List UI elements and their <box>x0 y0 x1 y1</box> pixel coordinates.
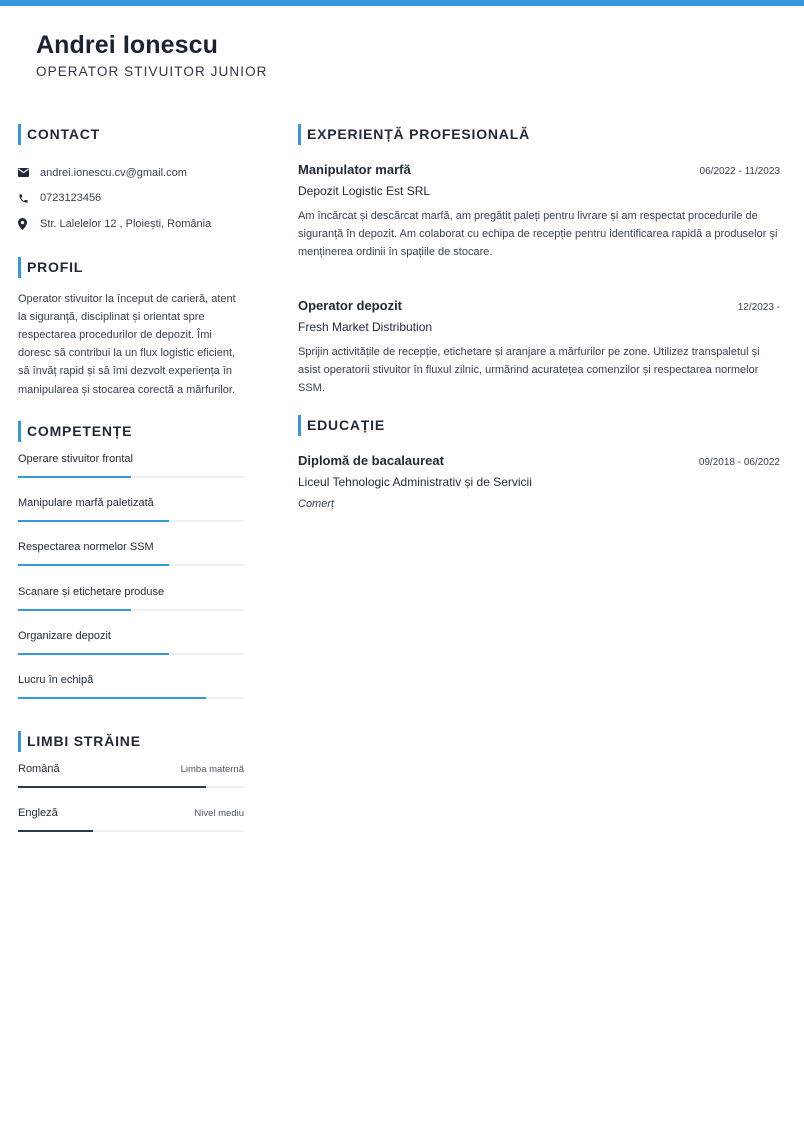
skill-bar-track <box>18 653 244 655</box>
skill-item <box>18 578 244 622</box>
right-column <box>298 124 780 510</box>
language-label: Română <box>18 762 60 775</box>
section-heading-skills: COMPETENȚE <box>18 421 244 442</box>
skills-section <box>18 421 244 711</box>
education-section <box>298 415 780 510</box>
skill-bar-fill <box>18 564 169 566</box>
contact-address <box>18 211 244 237</box>
school-name: Liceul Tehnologic Administrativ și de Servicii <box>298 475 532 490</box>
degree-title: Diplomă de bacalaureat <box>298 453 444 469</box>
cv-header <box>36 30 268 79</box>
section-heading-education: EDUCAȚIE <box>298 415 780 436</box>
language-bar-fill <box>18 830 93 832</box>
language-level: Nivel mediu <box>194 807 244 819</box>
skill-label: Lucru în echipă <box>18 674 94 687</box>
experience-section <box>298 124 780 397</box>
job-description: Sprijin activitățile de recepție, etichetare și aranjare a mărfurilor pe zone. Utilizez transpaletul și asist operatorii stivuitor în fluxul zilnic, urmărind acuratețea comenzilor și respectarea normelor SSM. <box>298 345 760 395</box>
skill-bar-fill <box>18 520 169 522</box>
job-description: Am încărcat și descărcat marfă, am pregătit paleți pentru livrare și am respectat procedurile de siguranță în depozit. Am colaborat cu echipa de recepție pentru identificarea rapidă a produselor și menținerea ordinii în spațiile de stocare. <box>298 210 778 259</box>
job-title: Manipulator marfă <box>298 162 411 177</box>
skill-label: Operare stivuitor frontal <box>18 452 133 465</box>
skill-bar-track <box>18 564 244 566</box>
skill-bar-track <box>18 520 244 522</box>
language-bar-track <box>18 786 244 788</box>
candidate-name: Andrei Ionescu <box>36 31 218 59</box>
language-item <box>18 755 244 799</box>
languages-section <box>18 731 244 844</box>
skill-item <box>18 666 244 710</box>
section-heading-experience: EXPERIENȚĂ PROFESIONALĂ <box>298 124 780 145</box>
skill-item <box>18 533 244 577</box>
profile-section <box>18 257 244 399</box>
contact-email <box>18 160 244 186</box>
section-heading-contact: CONTACT <box>18 124 244 145</box>
skill-label: Manipulare marfă paletizată <box>18 497 154 510</box>
phone-icon <box>18 193 40 204</box>
field-of-study: Comerț <box>298 498 335 511</box>
candidate-title: OPERATOR STIVUITOR JUNIOR <box>36 64 268 79</box>
company-name: Fresh Market Distribution <box>298 319 433 334</box>
skill-bar-track <box>18 609 244 611</box>
language-item <box>18 799 244 843</box>
skill-item <box>18 445 244 489</box>
contact-phone-value[interactable]: 0723123456 <box>40 192 102 205</box>
contact-section <box>18 124 244 237</box>
contact-address-value: Str. Lalelelor 12 , Ploiești, România <box>40 217 212 230</box>
experience-item <box>298 298 780 398</box>
job-dates: 12/2023 - <box>737 301 780 313</box>
language-label: Engleză <box>18 806 58 819</box>
skill-label: Respectarea normelor SSM <box>18 541 154 554</box>
language-bar-track <box>18 830 244 832</box>
job-title: Operator depozit <box>298 297 403 313</box>
contact-phone <box>18 186 244 212</box>
language-level: Limba maternă <box>180 763 244 775</box>
job-dates: 06/2022 - 11/2023 <box>699 166 780 177</box>
skill-bar-fill <box>18 653 169 655</box>
left-column <box>18 124 244 843</box>
skill-bar-fill <box>18 697 206 699</box>
skill-label: Scanare și etichetare produse <box>18 585 165 598</box>
company-name: Depozit Logistic Est SRL <box>298 184 431 198</box>
experience-item <box>298 162 780 262</box>
language-bar-fill <box>18 786 206 788</box>
accent-top-bar <box>0 0 804 6</box>
section-heading-languages: LIMBI STRĂINE <box>18 731 244 752</box>
skill-bar-track <box>18 476 244 478</box>
skill-bar-fill <box>18 476 131 478</box>
education-dates: 09/2018 - 06/2022 <box>698 457 780 469</box>
skill-bar-track <box>18 697 244 699</box>
skill-label: Organizare depozit <box>18 629 111 642</box>
section-heading-profile: PROFIL <box>18 257 244 278</box>
contact-email-value[interactable]: andrei.ionescu.cv@gmail.com <box>40 166 187 179</box>
location-pin-icon <box>18 218 40 230</box>
skill-item <box>18 622 244 666</box>
skill-item <box>18 489 244 533</box>
skill-bar-fill <box>18 609 131 611</box>
email-icon <box>18 168 40 177</box>
education-item <box>298 453 780 510</box>
profile-summary: Operator stivuitor la început de carieră, atent la siguranță, disciplinat și orientat spre respectarea procedurilor de depozit. Îmi doresc să contribui la un flux logistic eficient, să învăț rapid și să îmi dezvolt experiența în manipularea și stocarea corectă a mărfurilor. <box>18 292 236 396</box>
